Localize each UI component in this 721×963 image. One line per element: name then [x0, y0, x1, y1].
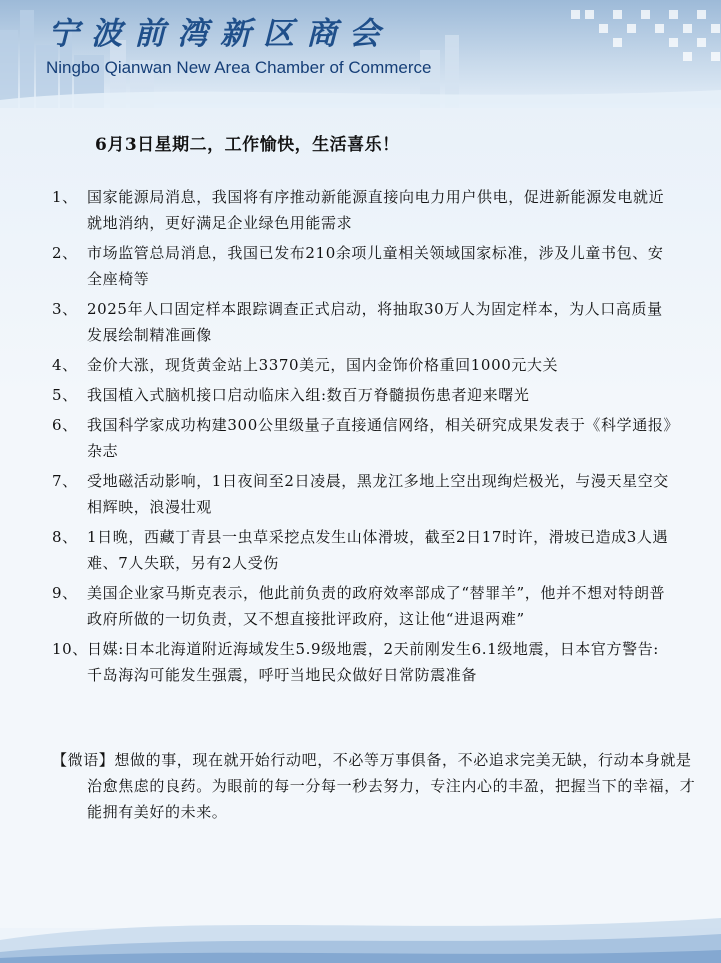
date-greeting: 6月3日星期二，工作愉快，生活喜乐！ [95, 135, 400, 155]
news-text: 1日晚，西藏丁青县一虫草采挖点发生山体滑坡，截至2日17时许，滑坡已造成3人遇难、7人失联，另有2人受伤 [87, 528, 669, 572]
news-number: 10、 [52, 640, 88, 658]
news-text: 受地磁活动影响，1日夜间至2日凌晨，黑龙江多地上空出现绚烂极光，与漫天星空交相辉映，浪漫壮观 [87, 472, 669, 516]
motto-label: 【微语】 [52, 751, 115, 769]
news-item [52, 382, 672, 408]
news-item [52, 468, 672, 520]
news-list [52, 184, 672, 692]
news-text: 我国植入式脑机接口启动临床入组:数百万脊髓损伤患者迎来曙光 [87, 386, 530, 404]
news-text: 金价大涨，现货黄金站上3370美元，国内金饰价格重回1000元大关 [87, 356, 559, 374]
news-number: 2、 [52, 244, 78, 262]
news-item [52, 352, 672, 378]
news-number: 7、 [52, 472, 78, 490]
motto-text: 想做的事，现在就开始行动吧，不必等万事俱备，不必追求完美无缺，行动本身就是治愈焦虑的良药。为眼前的每一分每一秒去努力，专注内心的丰盈，把握当下的幸福，才能拥有美好的未来。 [87, 751, 696, 821]
news-item [52, 184, 672, 236]
news-text: 我国科学家成功构建300公里级量子直接通信网络，相关研究成果发表于《科学通报》杂志 [87, 416, 672, 460]
news-item [52, 524, 672, 576]
news-text: 日媒:日本北海道附近海域发生5.9级地震，2天前刚发生6.1级地震，日本官方警告:千岛海沟可能发生强震，呼吁当地民众做好日常防震准备 [87, 640, 659, 684]
news-number: 9、 [52, 584, 78, 602]
news-text: 市场监管总局消息，我国已发布210余项儿童相关领域国家标准，涉及儿童书包、安全座椅等 [87, 244, 664, 288]
news-number: 3、 [52, 300, 78, 318]
chamber-name-english: Ningbo Qianwan New Area Chamber of Commerce [46, 58, 432, 77]
news-number: 8、 [52, 528, 78, 546]
news-text: 美国企业家马斯克表示，他此前负责的政府效率部成了“替罪羊”，他并不想对特朗普政府所做的一切负责，又不想直接批评政府，这让他“进退两难” [87, 584, 666, 628]
news-number: 6、 [52, 416, 78, 434]
news-item [52, 240, 672, 292]
footer-wave-graphic [0, 900, 721, 963]
news-item [52, 412, 672, 464]
news-item [52, 636, 672, 688]
news-item [52, 296, 672, 348]
header-banner [0, 0, 721, 108]
news-item [52, 580, 672, 632]
news-number: 5、 [52, 386, 78, 404]
decorative-squares [551, 0, 721, 70]
news-number: 4、 [52, 356, 78, 374]
motto-paragraph [52, 747, 707, 825]
news-number: 1、 [52, 188, 78, 206]
news-text: 国家能源局消息，我国将有序推动新能源直接向电力用户供电，促进新能源发电就近就地消纳，更好满足企业绿色用能需求 [87, 188, 665, 232]
chamber-name-chinese: 宁波前湾新区商会 [48, 16, 392, 52]
news-text: 2025年人口固定样本跟踪调查正式启动，将抽取30万人为固定样本，为人口高质量发展绘制精准画像 [87, 300, 663, 344]
